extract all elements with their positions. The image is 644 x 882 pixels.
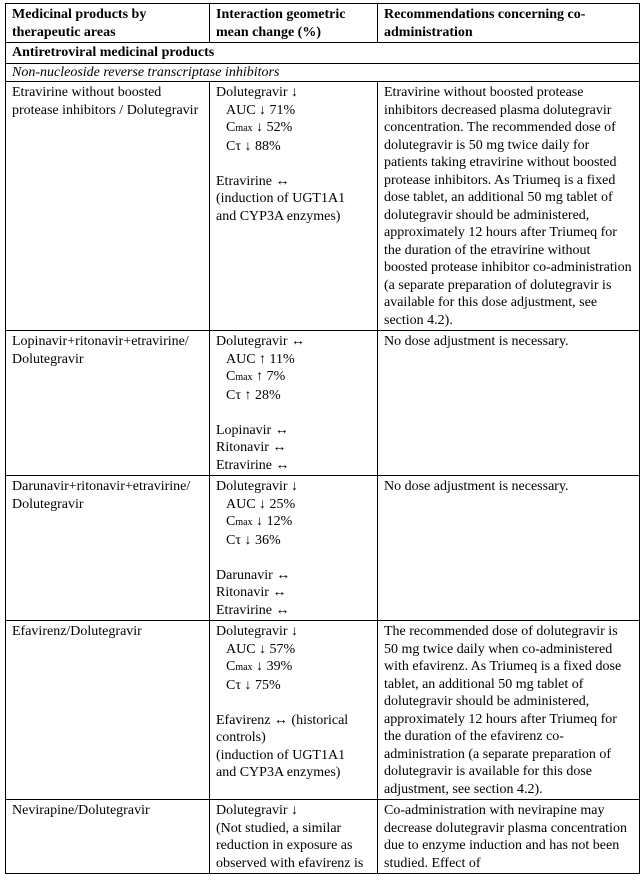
product-cell: Darunavir+ritonavir+etravirine/ Dolutegravir [6, 476, 210, 621]
recommendation-cell: Etravirine without boosted protease inhibitors decreased plasma dolutegravir concentration. The recommended dose of dolutegravir is 50 mg twice daily for patients taking etravirine without boosted protease inhibitors. As Triumeq is a fixed dose tablet, an additional 50 mg tablet of dolutegravir should be administered, approximately 12 hours after Triumeq for the duration of the etravirine without boosted protease inhibitor co-administration (a separate preparation of dolutegravir is available for this dose adjustment, see section 4.2). [378, 82, 640, 331]
subsection-row [6, 63, 640, 82]
interaction-cell [210, 331, 378, 476]
table-row [6, 621, 640, 800]
subsection-title: Non-nucleoside reverse transcriptase inhibitors [6, 63, 640, 82]
auc-change: AUC ↑ 11% [226, 351, 295, 367]
dtg-change: Dolutegravir ↓ [216, 803, 299, 818]
effect-line: Darunavir ↔ [216, 567, 291, 583]
ctau-change: Cτ ↓ 88% [226, 138, 281, 154]
dtg-change: Dolutegravir ↓ [216, 479, 299, 494]
effect-line: Etravirine ↔ [216, 173, 290, 189]
product-cell: Lopinavir+ritonavir+etravirine/ Dolutegravir [6, 331, 210, 476]
note-line: (Not studied, a similar [216, 820, 342, 836]
cmax-change: Cmax ↑ 7% [226, 369, 286, 384]
interaction-cell [210, 82, 378, 331]
cmax-change: Cmax ↓ 39% [226, 659, 293, 674]
interaction-table [5, 3, 640, 874]
table-row [6, 331, 640, 476]
auc-change: AUC ↓ 25% [226, 496, 296, 512]
section-row [6, 43, 640, 64]
interaction-cell [210, 800, 378, 874]
recommendation-cell: The recommended dose of dolutegravir is 50 mg twice daily when co-administered with efavirenz. As Triumeq is a fixed dose tablet, an additional 50 mg tablet of dolutegravir should be administered, approximately 12 hours after Triumeq for the duration of the efavirenz co-administration (a separate preparation of dolutegravir is available for this dose adjustment, see section 4.2). [378, 621, 640, 800]
effect-line: (induction of UGT1A1 [216, 191, 346, 206]
product-cell: Nevirapine/Dolutegravir [6, 800, 210, 874]
note-line: observed with efavirenz is [216, 855, 364, 871]
dtg-change: Dolutegravir ↓ [216, 624, 299, 639]
dtg-change: Dolutegravir ↔ [216, 334, 306, 349]
ctau-change: Cτ ↓ 75% [226, 677, 281, 693]
effect-line: and CYP3A enzymes) [216, 765, 341, 780]
effect-line: and CYP3A enzymes) [216, 208, 341, 224]
effect-line: Etravirine ↔ [216, 602, 290, 618]
table-row [6, 800, 640, 874]
dtg-change: Dolutegravir ↓ [216, 85, 299, 100]
header-interaction: Interaction geometric mean change (%) [210, 4, 378, 43]
effect-line: Efavirenz ↔ (historical [216, 712, 349, 728]
table-row [6, 82, 640, 331]
effect-line: Ritonavir ↔ [216, 585, 287, 600]
effect-line: controls) [216, 730, 266, 745]
table-row [6, 476, 640, 621]
auc-change: AUC ↓ 57% [226, 641, 296, 657]
effect-line: Lopinavir ↔ [216, 422, 289, 438]
interaction-cell [210, 621, 378, 800]
ctau-change: Cτ ↑ 28% [226, 387, 281, 403]
effect-line: Ritonavir ↔ [216, 440, 287, 455]
note-line: reduction in exposure as [216, 838, 353, 853]
effect-line: Etravirine ↔ [216, 457, 290, 473]
product-cell: Efavirenz/Dolutegravir [6, 621, 210, 800]
cmax-change: Cmax ↓ 12% [226, 514, 293, 529]
auc-change: AUC ↓ 71% [226, 102, 296, 118]
product-cell: Etravirine without boosted protease inhibitors / Dolutegravir [6, 82, 210, 331]
header-recommendations: Recommendations concerning co-administration [378, 4, 640, 43]
section-title: Antiretroviral medicinal products [6, 43, 640, 64]
effect-line: (induction of UGT1A1 [216, 747, 346, 763]
recommendation-cell: No dose adjustment is necessary. [378, 476, 640, 621]
header-products: Medicinal products by therapeutic areas [6, 4, 210, 43]
recommendation-cell: No dose adjustment is necessary. [378, 331, 640, 476]
table-header-row [6, 4, 640, 43]
interaction-cell [210, 476, 378, 621]
recommendation-cell: Co-administration with nevirapine may decrease dolutegravir plasma concentration due to enzyme induction and has not been studied. Effect of [378, 800, 640, 874]
cmax-change: Cmax ↓ 52% [226, 120, 293, 135]
ctau-change: Cτ ↓ 36% [226, 532, 281, 548]
